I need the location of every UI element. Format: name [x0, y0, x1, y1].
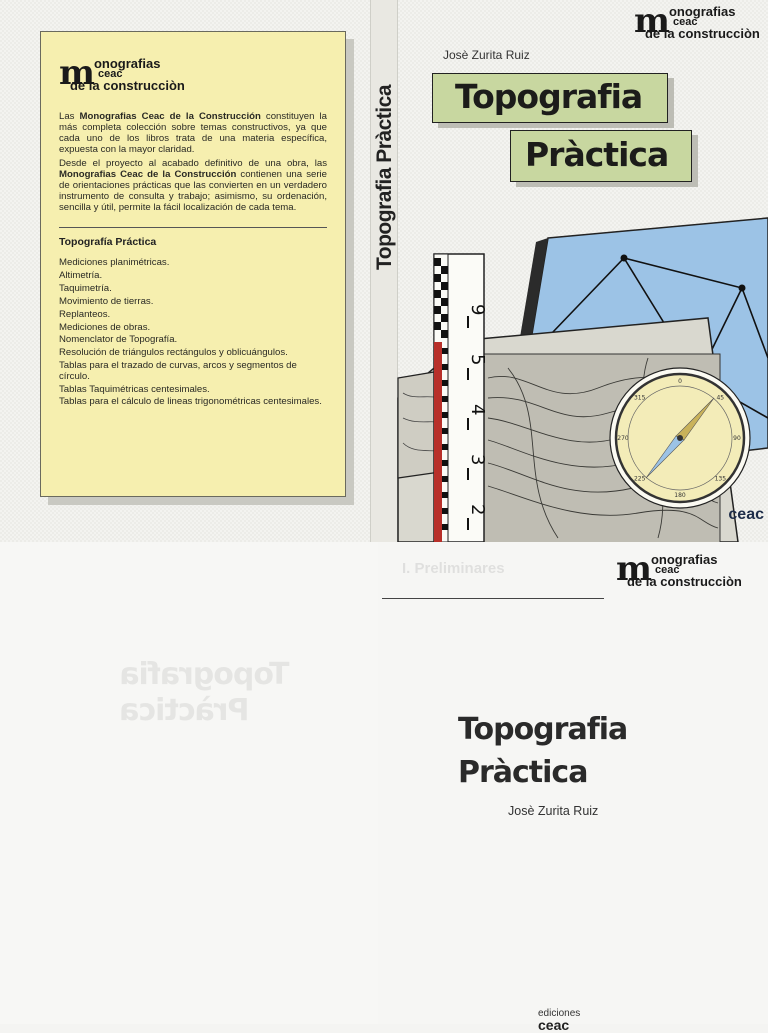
- spine: [370, 0, 398, 542]
- bleed-through-title: [120, 657, 289, 729]
- inner-left-page: [0, 542, 378, 1024]
- front-series-logo-text: [644, 4, 760, 41]
- contents-item: Tablas para el trazado de curvas, arcos y segmentos de círculo.: [59, 360, 297, 382]
- series-logo-line3: de la construcciòn: [69, 78, 185, 93]
- title-page-title: [458, 708, 627, 794]
- rod-number: 9: [467, 304, 488, 316]
- rod-number: 3: [467, 454, 488, 466]
- contents-item: Replanteos.: [59, 308, 111, 320]
- series-logo-line2: ceac: [97, 68, 123, 80]
- contents-item: Tablas Taquimétricas centesimales.: [59, 383, 210, 395]
- front-logo-line2: ceac: [672, 16, 698, 28]
- intro-2-bold: Monografias Ceac de la Construcción: [59, 169, 237, 180]
- tp-title-line2: Pràctica: [458, 755, 588, 790]
- contents-item: Resolución de triángulos rectángulos y oblicuángulos.: [59, 347, 288, 359]
- divider: [59, 227, 327, 228]
- compass-mark: 180: [674, 492, 686, 499]
- publisher-line1: ediciones: [538, 1008, 581, 1019]
- rod-number: 4: [467, 404, 488, 416]
- compass-mark: 45: [716, 394, 725, 402]
- contents-item: Mediciones de obras.: [59, 321, 151, 333]
- intro-2-rest: contienen una serie de orientaciones prácticas que las convierten en un verdadero instrumento de consulta y trabajo; asimismo, su ordenación, sencilla y útil, permite la fácil localización de cada tema.: [59, 169, 327, 213]
- tp-logo-text: [626, 552, 742, 589]
- compass-mark: 135: [714, 475, 727, 483]
- ghost-heading: I. Preliminares: [402, 560, 505, 577]
- tp-title-line1: Topografia: [458, 712, 628, 747]
- series-logo-mark: m: [59, 53, 91, 93]
- title-page: [378, 542, 768, 1033]
- intro-paragraph-1: [59, 111, 327, 155]
- tp-logo-line1: onografias: [650, 552, 718, 567]
- contents-item: Taquimetría.: [59, 282, 112, 294]
- series-logo-text: [69, 56, 185, 93]
- bleed-line1: Topografia: [120, 657, 290, 692]
- contents-item: Movimiento de tierras.: [59, 295, 154, 307]
- intro-1-prefix: Las: [59, 111, 80, 122]
- intro-2-prefix: Desde el proyecto al acabado definitivo de una obra, las: [59, 158, 327, 169]
- front-series-logo: [634, 1, 760, 41]
- front-logo-line3: de la construcciòn: [644, 26, 760, 41]
- contents-list: [59, 258, 327, 408]
- compass-mark: 225: [633, 475, 646, 483]
- rod-number: 5: [467, 354, 488, 366]
- back-cover: [0, 0, 370, 542]
- title-page-rule: [382, 598, 604, 599]
- compass-mark: 315: [633, 394, 646, 402]
- tp-logo-line2: ceac: [654, 564, 680, 576]
- tp-logo-line3: de la construcciòn: [626, 574, 742, 589]
- tp-logo-mark: m: [616, 549, 648, 589]
- contents-item: Altimetría.: [59, 269, 103, 281]
- intro-1-rest: constituyen la más completa colección sobre temas constructivos, ya que cada uno de los libros trata de una materia específica, expuesta con la mayor claridad.: [59, 111, 327, 155]
- compass-icon: [610, 368, 750, 508]
- cover-title-line1: Topografia: [432, 73, 668, 123]
- publisher-line2: ceac: [538, 1017, 570, 1033]
- series-logo: [59, 53, 327, 93]
- contents-item: Mediciones planimétricas.: [59, 257, 170, 268]
- front-cover: [398, 0, 768, 542]
- cover-author: Josè Zurita Ruiz: [443, 48, 530, 62]
- compass-mark: 270: [617, 435, 629, 442]
- series-logo-line1: onografias: [93, 56, 161, 71]
- publisher-logo: ceac: [728, 506, 764, 523]
- rod-number: 2: [467, 504, 488, 516]
- intro-1-bold: Monografias Ceac de la Construcción: [79, 111, 261, 122]
- cover-title-line2: Pràctica: [510, 130, 692, 182]
- leveling-rod: [434, 254, 488, 542]
- title-page-author: Josè Zurita Ruiz: [508, 804, 599, 818]
- back-cover-intro: [59, 111, 327, 213]
- compass-mark: 90: [733, 435, 741, 442]
- spine-title: Topografia Pràctica: [373, 85, 396, 270]
- contents-item: Tablas para el cálculo de lineas trigonométricas centesimales.: [59, 396, 322, 408]
- front-series-logo-mark: m: [634, 1, 666, 41]
- cover-illustration: [398, 218, 768, 542]
- intro-paragraph-2: [59, 158, 327, 213]
- title-page-series-logo: [616, 549, 742, 589]
- back-cover-panel: [40, 31, 346, 497]
- contents-item: Nomenclator de Topografía.: [59, 334, 178, 346]
- bleed-line2: Pràctica: [120, 693, 250, 728]
- title-page-publisher: [538, 1008, 580, 1033]
- compass-mark: 0: [678, 378, 682, 385]
- front-logo-line1: onografias: [668, 4, 736, 19]
- book-title-heading: Topografía Práctica: [59, 236, 157, 248]
